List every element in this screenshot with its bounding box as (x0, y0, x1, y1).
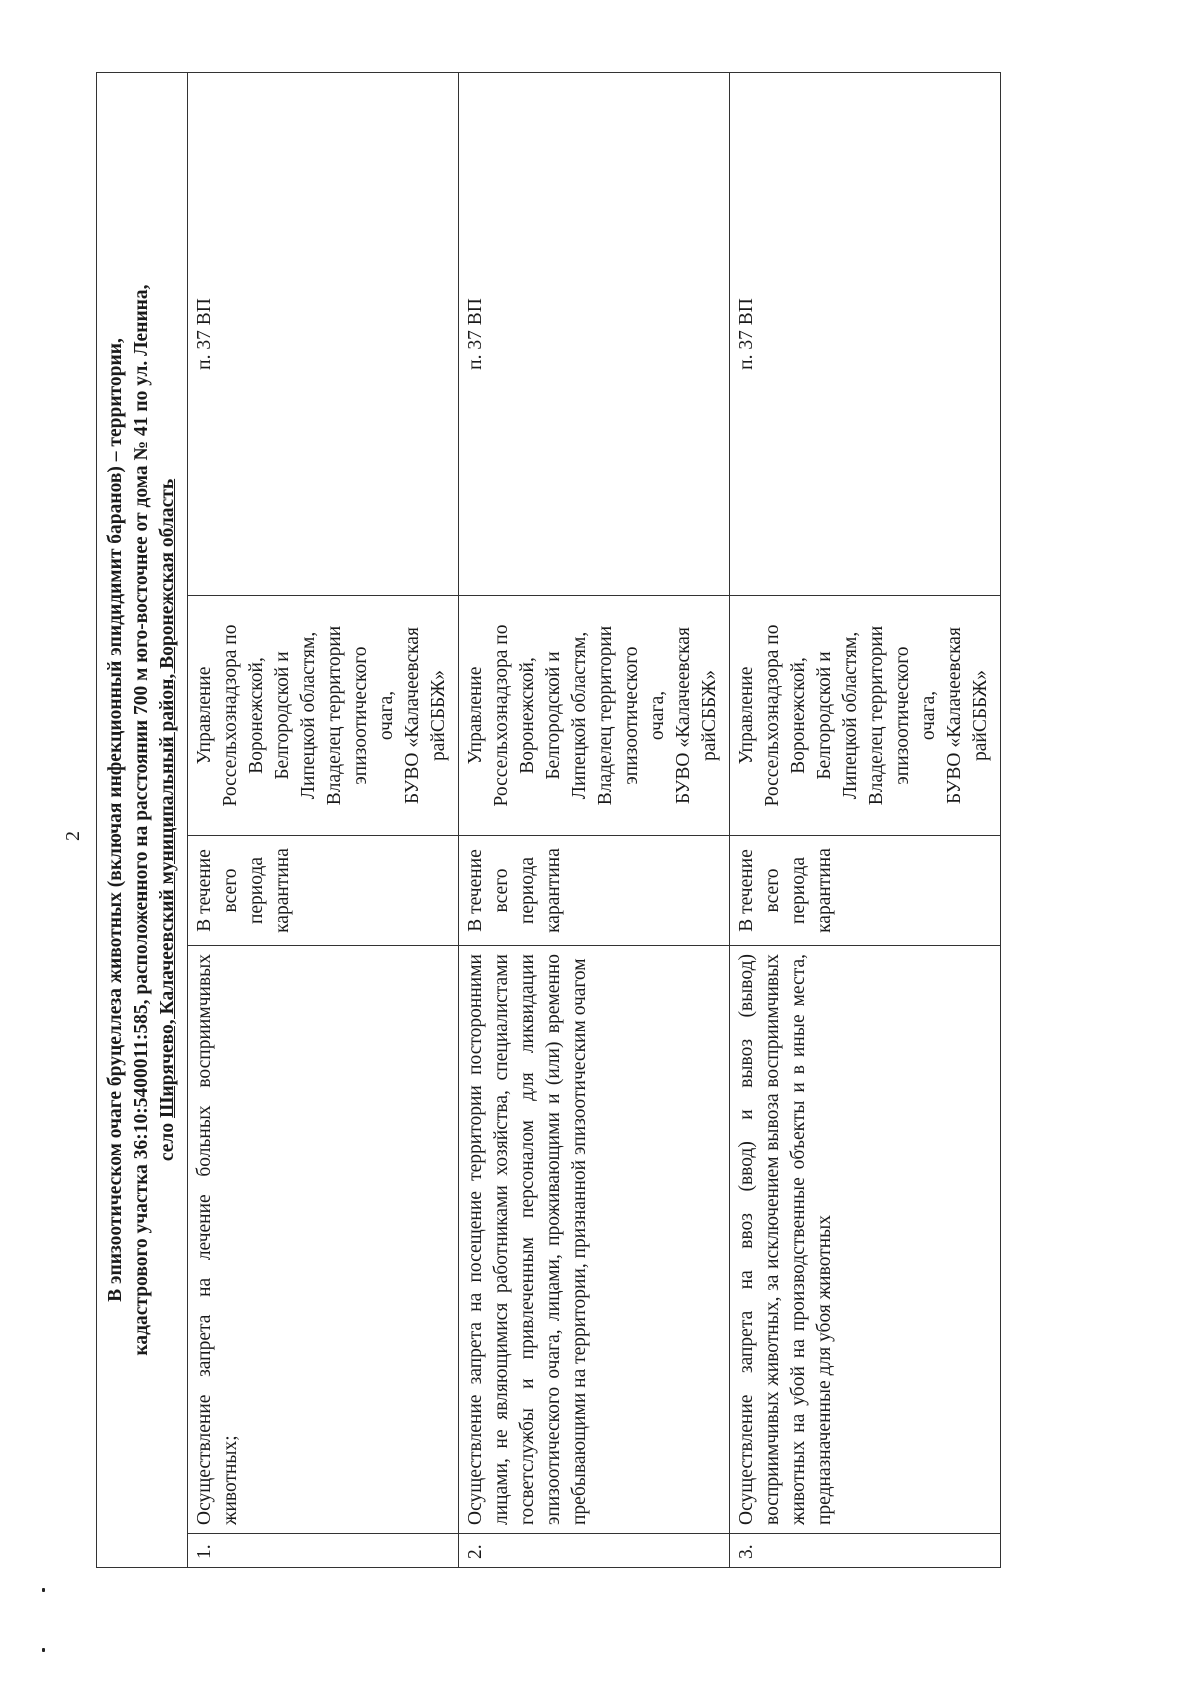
executor-line: эпизоотического (892, 646, 913, 785)
executor-line: очага, (918, 690, 939, 741)
row-measure: Осуществление запрета на ввоз (ввод) и вывоз (вывод) восприимчивых животных, за исключением вывоза восприимчивых животных на убой на производственные объекты и в иные места, предназначенные для убоя животных (730, 946, 1001, 1534)
row-number: 3. (730, 1534, 1001, 1568)
executor-line: БУВО «Калачеевская (944, 627, 965, 804)
executor-line: Россельхознадзора по (491, 624, 512, 807)
heading-line-2: кадастрового участка 36:10:5400011:585, расположенного на расстоянии 700 м юго-восточнее от дома № 41 по ул. Ленина, (131, 284, 152, 1356)
executor-line: Белгородской и (814, 651, 835, 780)
table-row (730, 73, 1001, 1568)
executor-line: Воронежской, (517, 657, 538, 774)
executor-line: очага, (376, 690, 397, 741)
row-basis: п. 37 ВП (459, 73, 730, 596)
executor-line: Управление (194, 666, 215, 765)
executor-line: Липецкой областям, (298, 631, 319, 800)
executor-line: БУВО «Калачеевская (402, 627, 423, 804)
executor-line: райСББЖ» (699, 670, 720, 761)
heading-line-1: В эпизоотическом очаге бруцеллеза животных (включая инфекционный эпидидимит баранов) – территории, (105, 338, 126, 1302)
row-basis: п. 37 ВП (188, 73, 459, 596)
executor-line: эпизоотического (621, 646, 642, 785)
row-executors (188, 596, 459, 836)
table-heading (97, 73, 188, 1568)
row-term: В течение всего периода карантина (730, 836, 1001, 946)
heading-line-3-prefix: село (157, 1122, 178, 1162)
table-heading-row (97, 73, 188, 1568)
executor-line: Владелец территории (595, 625, 616, 806)
row-number: 2. (459, 1534, 730, 1568)
executor-line: Владелец территории (324, 625, 345, 806)
executor-line: Липецкой областям, (840, 631, 861, 800)
rotated-page-content (96, 72, 1108, 1568)
executor-line: Управление (736, 666, 757, 765)
heading-line-3-underlined: Ширячево, Калачеевский муниципальный район, Воронежская область (157, 478, 178, 1119)
row-measure: Осуществление запрета на лечение больных восприимчивых животных; (188, 946, 459, 1534)
executor-line: Владелец территории (866, 625, 887, 806)
executor-line: Воронежской, (788, 657, 809, 774)
page-number: 2 (62, 831, 84, 841)
executor-line: Белгородской и (272, 651, 293, 780)
row-term: В течение всего периода карантина (188, 836, 459, 946)
executor-line: райСББЖ» (970, 670, 991, 761)
executor-line: Россельхознадзора по (220, 624, 241, 807)
row-basis: п. 37 ВП (730, 73, 1001, 596)
row-term: В течение всего периода карантина (459, 836, 730, 946)
executor-line: Управление (465, 666, 486, 765)
row-measure: Осуществление запрета на посещение территории посторонними лицами, не являющимися работниками хозяйства, специалистами госветслужбы и привлеченным персоналом для ликвидации эпизоотического очага, лицами, проживающими и (или) временно пребывающими на территории, признанной эпизоотическим очагом (459, 946, 730, 1534)
executor-line: эпизоотического (350, 646, 371, 785)
quarantine-measures-table (96, 72, 1001, 1568)
scan-speck (42, 1588, 45, 1592)
row-number: 1. (188, 1534, 459, 1568)
row-executors (459, 596, 730, 836)
table-row (188, 73, 459, 1568)
table-row (459, 73, 730, 1568)
heading-line-3 (155, 93, 181, 1547)
executor-line: райСББЖ» (428, 670, 449, 761)
executor-line: Россельхознадзора по (762, 624, 783, 807)
executor-line: очага, (647, 690, 668, 741)
executor-line: Воронежской, (246, 657, 267, 774)
executor-line: БУВО «Калачеевская (673, 627, 694, 804)
row-executors (730, 596, 1001, 836)
executor-line: Липецкой областям, (569, 631, 590, 800)
scan-speck (42, 1648, 45, 1652)
executor-line: Белгородской и (543, 651, 564, 780)
